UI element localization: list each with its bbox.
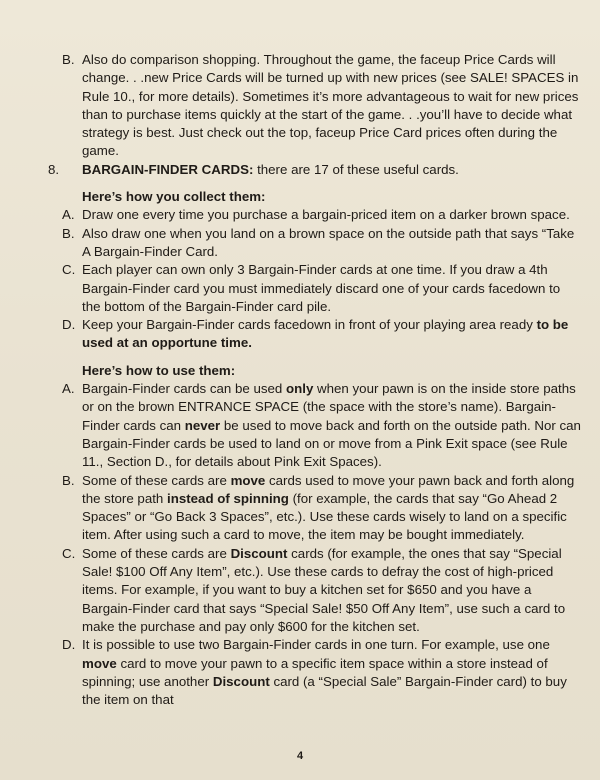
emphasis-text: only: [286, 381, 314, 397]
section-title: BARGAIN-FINDER CARDS:: [82, 161, 254, 177]
emphasis-text: to be used at an opportune time.: [82, 317, 569, 351]
collect-heading: Here’s how you collect them:: [82, 189, 266, 205]
item-text: Also do comparison shopping. Throughout the game, the faceup Price Cards will change. . .new Price Cards will be turned up with new prices (see SALE! SPACES in Rule 10., for more details). Sometimes it’s more advantageous to wait for new prices than to purchase items quickly at the start of the game. . .you’ll have to decide what strategy is best. Just check out the top, faceup Price Card prices often during the game.: [82, 52, 579, 159]
item-label: B.: [62, 472, 75, 488]
item-text: card (a “Special Sale” Bargain-Finder card) to buy the item on that: [82, 673, 567, 708]
page-number: 4: [296, 750, 304, 762]
item-text: Keep your Bargain-Finder cards facedown in front of your playing area ready: [82, 317, 537, 333]
collect-item-d: [62, 316, 582, 353]
collect-item-c: [62, 261, 582, 316]
item-text: Also draw one when you land on a brown space on the outside path that says “Take A Bargain-Finder Card.: [82, 225, 575, 259]
item-text: Each player can own only 3 Bargain-Finder cards at one time. If you draw a 4th Bargain-Finder card you must immediately discard one of your cards facedown to the bottom of the Bargain-Finder card pile.: [82, 262, 561, 314]
use-heading: Here’s how to use them:: [82, 362, 236, 378]
item-label: D.: [62, 317, 76, 333]
item-label: A.: [62, 381, 75, 397]
item-label: C.: [62, 545, 76, 561]
item-label: C.: [62, 262, 76, 278]
use-item-d: [62, 636, 582, 709]
use-item-c: [62, 545, 582, 636]
item-text: cards (for example, the ones that say “Special Sale! $100 Off Any Item”, etc.). Use these cards to defray the cost of high-priced items. For example, if you want to buy a kitchen set for $650 and you have a Bargain-Finder card that says “Special Sale! $50 Off Any Item”, use such a card to make the purchase and pay only $600 for the kitchen set.: [82, 545, 566, 634]
section-intro: there are 17 of these useful cards.: [253, 161, 459, 177]
item-text: be used to move back and forth on the outside path. Nor can Bargain-Finder cards be used to land on or move from a Pink Exit space (see Rule 11., Section D., for details about Pink Exit Spaces).: [82, 417, 581, 470]
item-label: A.: [62, 207, 75, 223]
collect-list: [62, 206, 582, 352]
item-text: (for example, the cards that say “Go Ahead 2 Spaces” or “Go Back 3 Spaces”, etc.). Use these cards wisely to land on a specific item. After using such a card to move, the item may be bought immediately.: [82, 490, 567, 543]
item-label: D.: [62, 637, 76, 653]
emphasis-text: move: [230, 472, 266, 488]
emphasis-text: Discount: [230, 545, 288, 561]
page-content: [48, 51, 582, 709]
section-8: [48, 161, 582, 179]
use-item-b: [62, 472, 582, 545]
item-text: It is possible to use two Bargain-Finder cards in one turn. For example, use one: [82, 637, 550, 653]
item-text: when your pawn is on the inside store paths or on the brown ENTRANCE SPACE (the space with the store’s name). Bargain-Finder cards can: [82, 381, 576, 433]
item-b-comparison-shopping: [62, 51, 582, 161]
emphasis-text: instead of spinning: [167, 490, 289, 506]
emphasis-text: never: [184, 417, 221, 433]
item-label: B.: [62, 52, 75, 67]
use-item-a: [62, 380, 582, 471]
item-text: card to move your pawn to a specific item space within a store instead of spinning; use another: [82, 655, 548, 689]
collect-item-a: [62, 206, 582, 224]
item-text: Some of these cards are: [82, 472, 231, 488]
item-label: B.: [62, 225, 75, 241]
item-text: Some of these cards are: [82, 545, 231, 561]
emphasis-text: Discount: [212, 673, 270, 689]
item-text: Draw one every time you purchase a bargain-priced item on a darker brown space.: [82, 207, 570, 223]
section-number: 8.: [48, 161, 60, 177]
use-list: [62, 380, 582, 709]
emphasis-text: move: [82, 655, 117, 671]
item-text: cards used to move your pawn back and forth along the store path: [82, 472, 575, 506]
collect-item-b: [62, 225, 582, 262]
item-text: Bargain-Finder cards can be used: [82, 381, 286, 397]
